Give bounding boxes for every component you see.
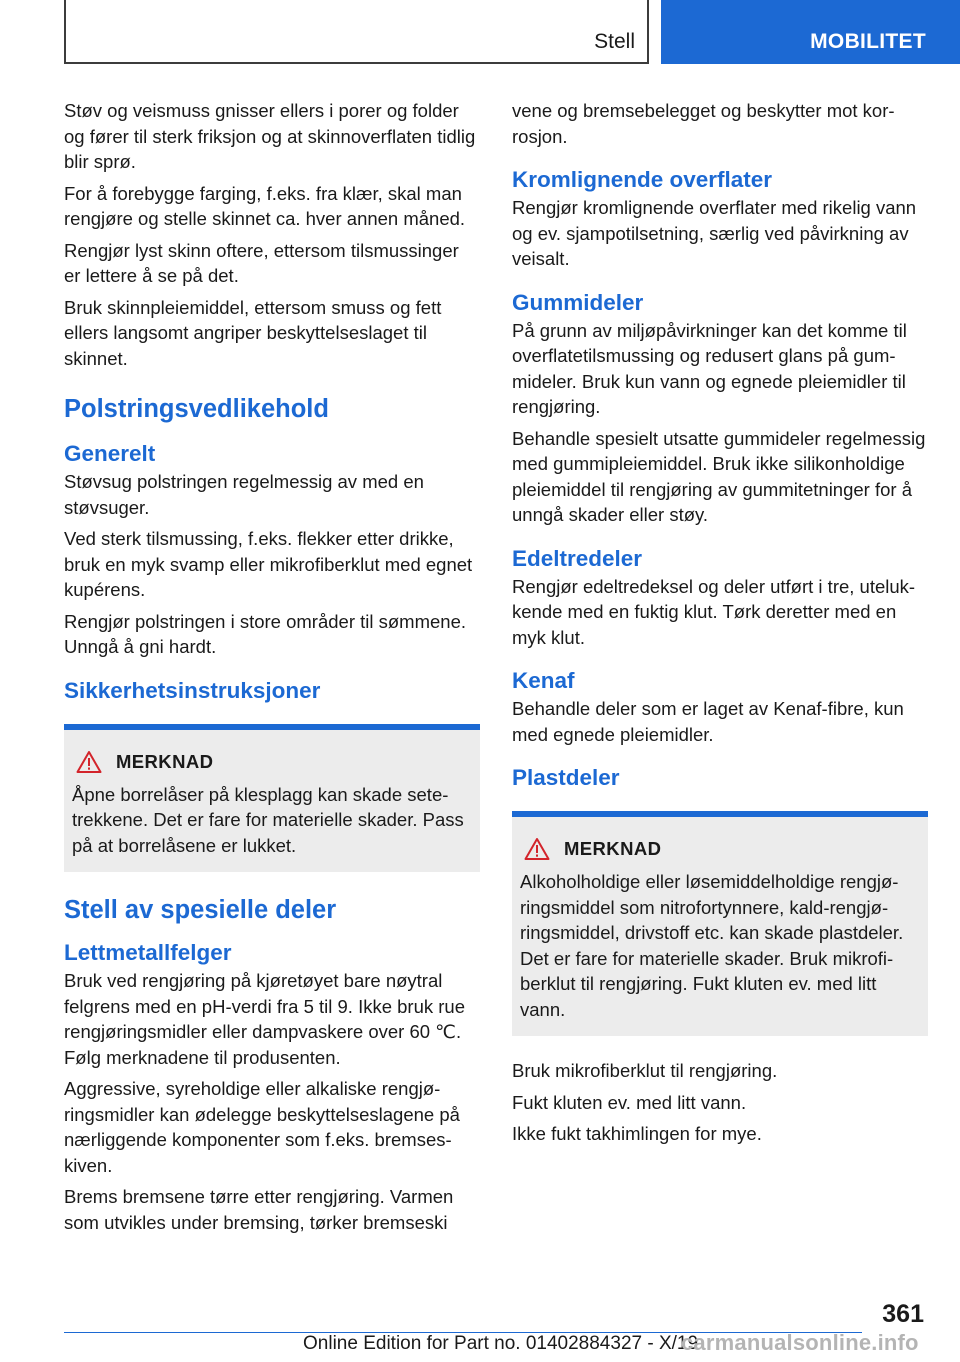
right-column [512,98,928,1153]
subheading-generelt: Generelt [64,441,156,466]
notice-title: MERKNAD [564,838,662,859]
paragraph: På grunn av miljøpåvirkninger kan det komme til overflatetilsmussing og redusert glans på gummideler. Bruk kun vann og egnede pleiemidler til rengjøring. [512,319,907,417]
paragraph: Støv og veismuss gnisser ellers i porer og folder og fører til sterk friksjon og at skinnoverflaten tidlig blir sprø. [64,100,476,172]
watermark-text: carmanualsonline.info [681,1330,919,1355]
notice-box [512,811,928,1036]
page-number: 361 [882,1300,924,1328]
paragraph: Bruk mikrofiberklut til rengjøring. [512,1060,778,1081]
warning-triangle-icon [76,750,102,774]
paragraph: Rengjør edeltredeksel og deler utført i tre, utelukkende med en fuktig klut. Tørk deretter med en myk klut. [512,575,916,648]
footer-edition: Online Edition for Part no. 01402884327 - X/19 [303,1333,699,1354]
header-section-box [64,0,649,64]
notice-box [64,724,480,873]
subheading-gummi: Gummideler [512,289,644,315]
warning-triangle-icon [524,837,550,861]
paragraph: Bruk ved rengjøring på kjøretøyet bare nøytral felgrens med en pH-verdi fra 5 til 9. Ikke bruk rue rengjøringsmidler eller dampvaskere over 60 ℃. Følg merknadene til produsenten. [64,970,466,1068]
header-section-title: Stell [594,30,635,53]
paragraph: Rengjør polstringen i store områder til sømmene. Unngå å gni hardt. [64,610,467,657]
subheading-lettmetall: Lettmetallfelger [64,940,232,965]
notice-title: MERKNAD [116,750,214,772]
subheading-edeltre: Edeltredeler [512,545,643,571]
paragraph: Behandle spesielt utsatte gummideler regelmessig med gummipleiemiddel. Bruk ikke silikonholdige pleiemiddel til rengjøring av gummitetninger for å unngå skader eller støy. [512,427,926,525]
subheading-plast: Plastdeler [512,765,620,790]
paragraph: Behandle deler som er laget av Kenaf-fibre, kun med egnede pleiemidler. [512,698,904,745]
paragraph: Brems bremsene tørre etter rengjøring. Varmen som utvikles under bremsing, tørker bremseski [64,1186,454,1233]
notice-header [520,837,920,861]
paragraph: Fukt kluten ev. med litt vann. [512,1091,747,1113]
paragraph: Ved sterk tilsmussing, f.eks. flekker etter drikke, bruk en myk svamp eller mikrofiberklut med egnet kupérens. [64,528,473,600]
section-heading-polstring: Polstringsvedlikehold [64,395,329,423]
header-chapter-label: MOBILITET [810,30,926,53]
header-chapter-tab [661,0,960,64]
paragraph: Ikke fukt takhimlingen for mye. [512,1123,762,1144]
paragraph: Rengjør kromlignende overflater med rikelig vann og ev. sjampotilsetning, særlig ved påvirkning av veisalt. [512,197,917,269]
paragraph: vene og bremsebelegget og beskytter mot korrosjon. [512,100,895,147]
paragraph: For å forebygge farging, f.eks. fra klær, skal man rengjøre og stelle skinnet ca. hver annen måned. [64,182,466,229]
paragraph: Aggressive, syreholdige eller alkaliske rengjøringsmidler kan ødelegge beskyttelseslagene på nærliggende komponenter som f.eks. bremseskiven. [64,1078,460,1176]
notice-header [72,750,472,774]
left-column [64,98,480,1241]
subheading-kenaf: Kenaf [512,668,575,693]
subheading-sikkerhet: Sikkerhetsinstruksjoner [64,677,321,703]
section-heading-stell: Stell av spesielle deler [64,896,337,924]
paragraph: Støvsug polstringen regelmessig av med en støvsuger. [64,471,424,518]
notice-text: Åpne borrelåser på klesplagg kan skade setetrekkene. Det er fare for materielle skader. Pass på at borrelåsene er lukket. [72,783,464,856]
paragraph: Rengjør lyst skinn oftere, ettersom tilsmussinger er lettere å se på det. [64,239,459,286]
notice-text: Alkoholholdige eller løsemiddelholdige rengjøringsmiddel som nitrofortynnere, kald-rengjøringsmiddel, drivstoff etc. kan skade plastdeler. Det er fare for materielle skader. Bruk mikrofiberklut til rengjøring. Fukt kluten ev. med litt vann. [520,871,904,1020]
subheading-krom: Kromlignende overflater [512,167,773,192]
paragraph: Bruk skinnpleiemiddel, ettersom smuss og fett ellers langsomt angriper beskyttelseslaget til skinnet. [64,296,442,369]
